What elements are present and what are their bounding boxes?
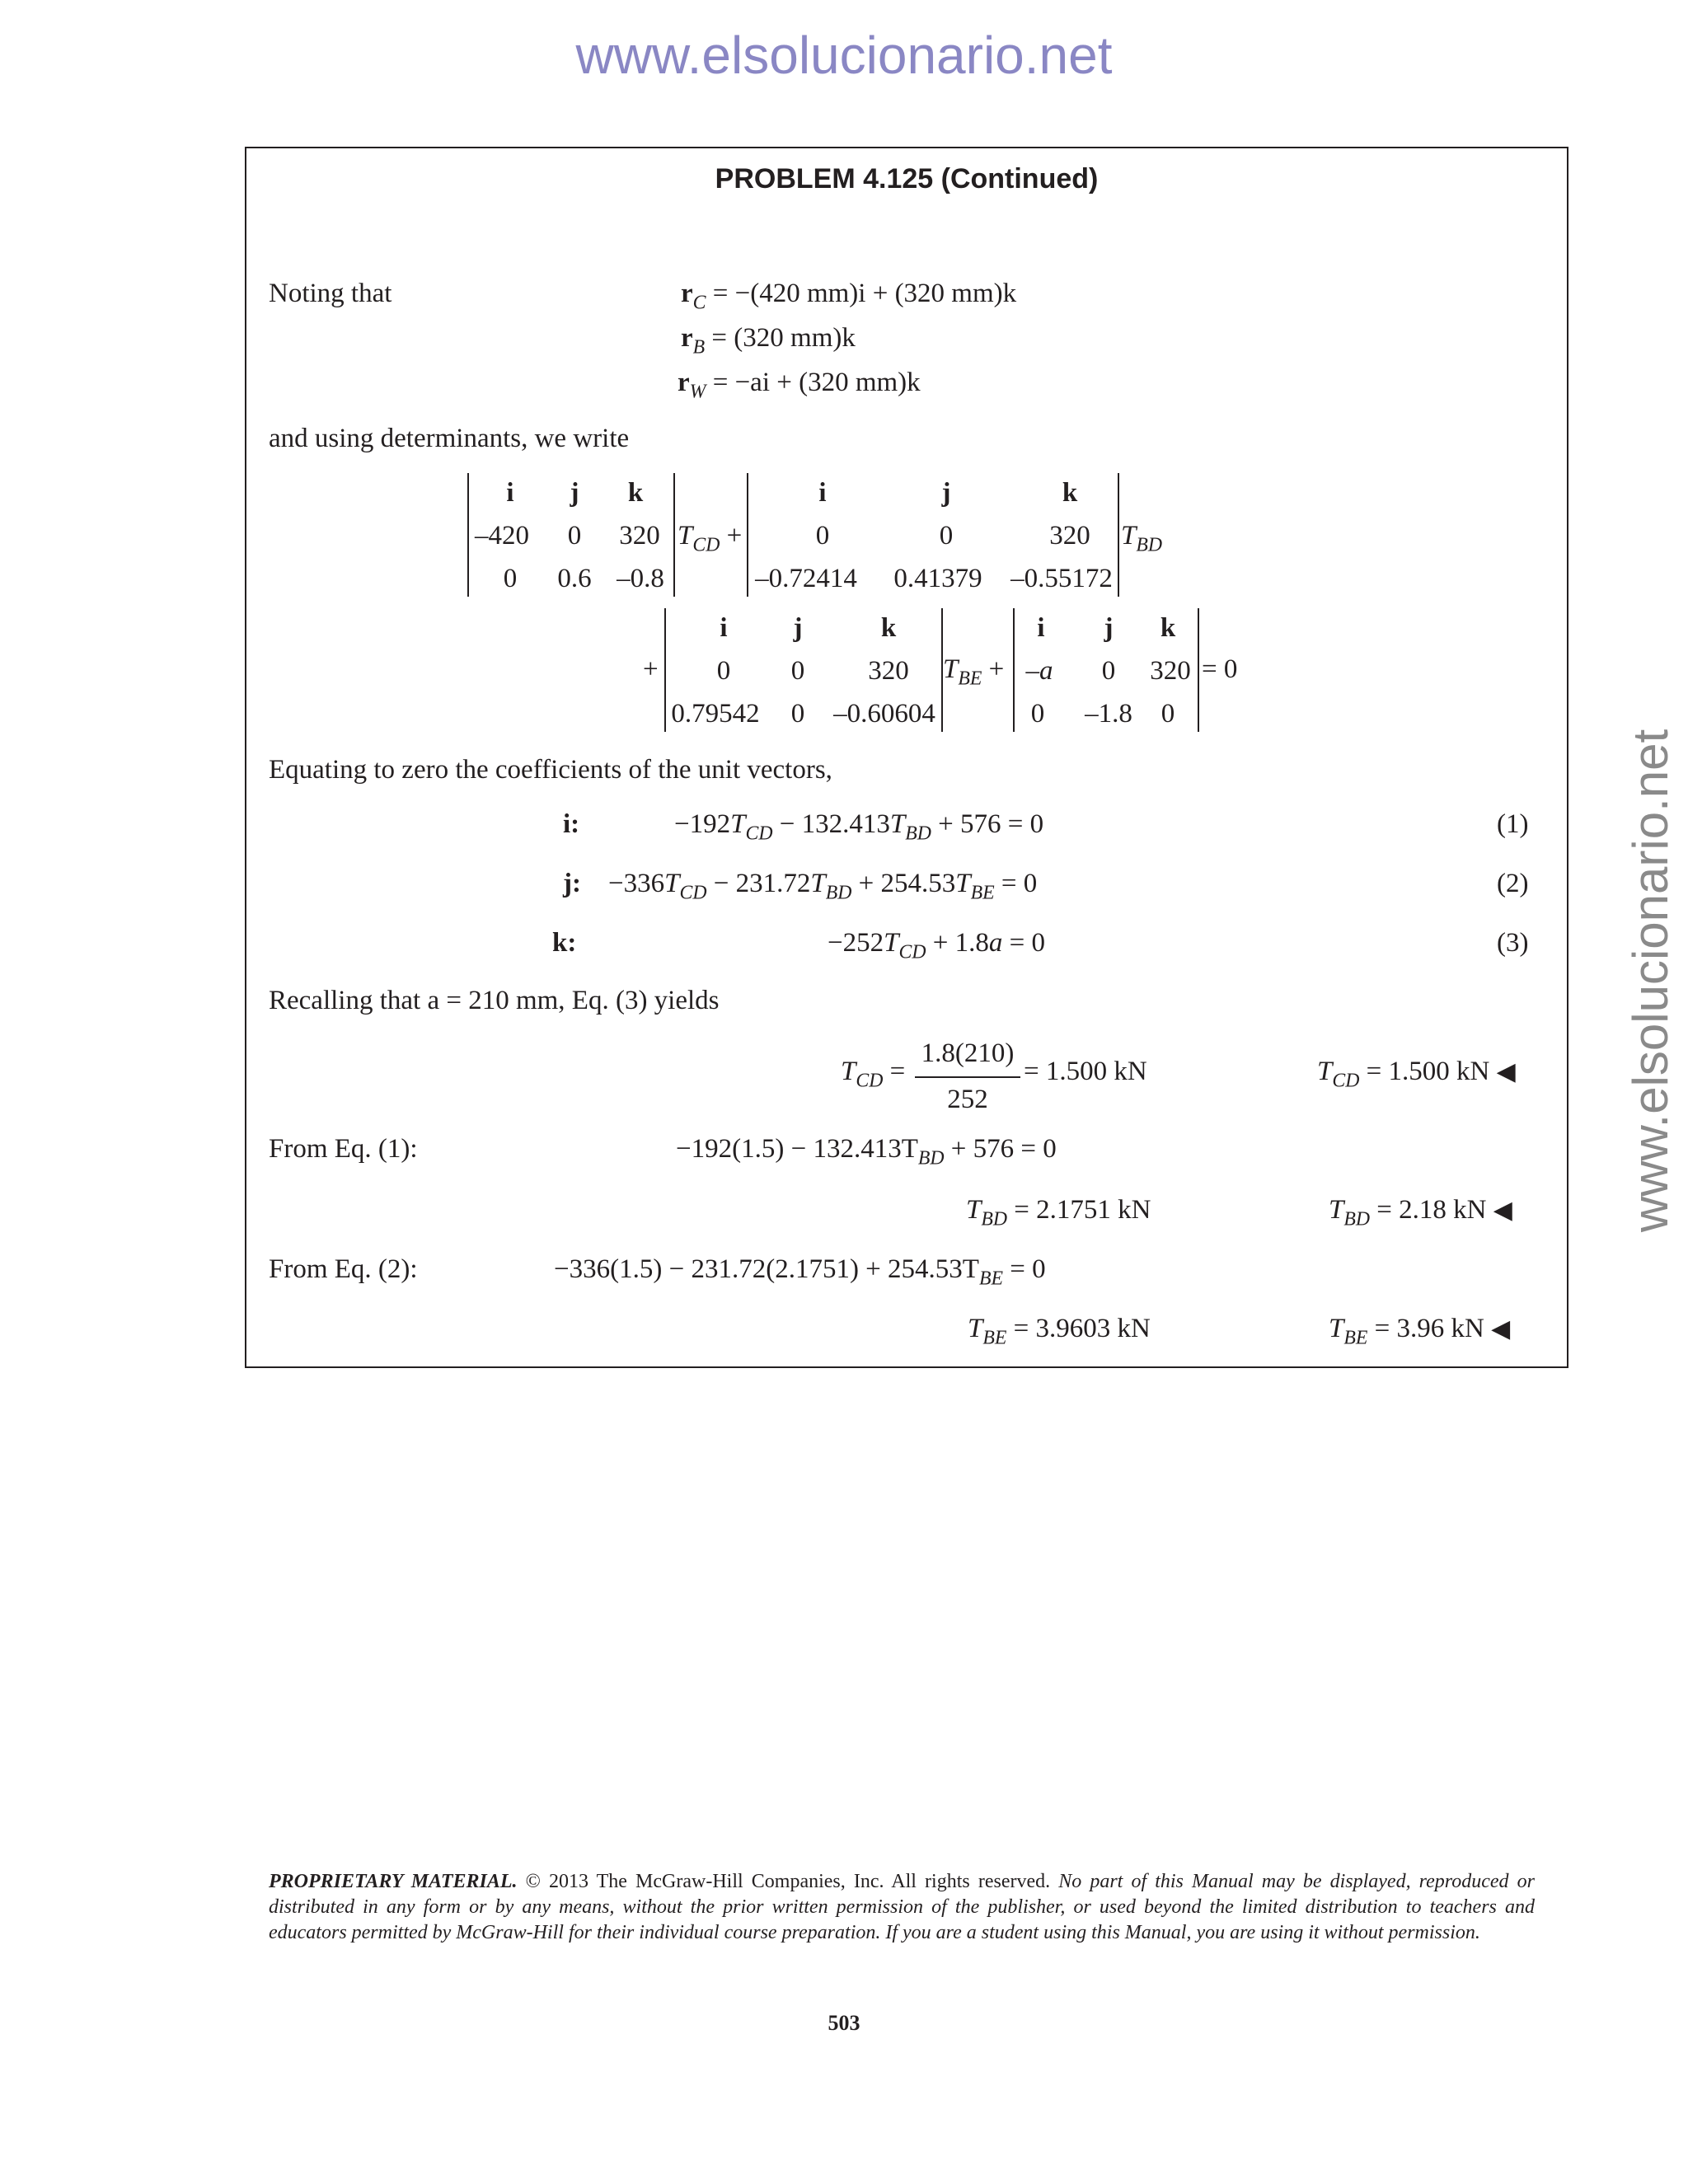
page-number: 503 xyxy=(828,2011,860,2035)
equals-zero: = 0 xyxy=(1202,654,1238,684)
rB-equation: $r_B = (320$ mm)k xyxy=(681,323,856,359)
tcd-numerator: 1.8(210) xyxy=(921,1038,1015,1068)
det1-k: k xyxy=(627,478,644,508)
tbe-result-value: = 3.9603 kN xyxy=(1013,1314,1151,1343)
from-eq2-expression: $-336(1.5) - 231.72(2.1751) + 254.53T_{BE} = 0$ xyxy=(554,1254,1046,1290)
determinants-intro: and using determinants, we write xyxy=(269,424,630,453)
det3-cell: 320 xyxy=(868,656,909,686)
tbd-answer: $T_{BD} = 2.18$ kN ◀ xyxy=(1329,1195,1512,1230)
rC-value: = −(420 mm)i + (320 mm)k xyxy=(712,279,1017,308)
eq2-label: j: xyxy=(563,869,581,898)
equating-text: Equating to zero the coefficients of the unit vectors, xyxy=(269,755,832,785)
det2-cell: 320 xyxy=(1049,521,1090,551)
tcd-coef: $T_{CD}$ + xyxy=(678,521,743,556)
det4-i: i xyxy=(1037,613,1045,643)
det2-j: j xyxy=(941,478,951,508)
det3-cell: 0 xyxy=(716,656,731,686)
det3-i: i xyxy=(720,613,728,643)
det4-cell: –a xyxy=(1025,656,1053,686)
det4-cell: 320 xyxy=(1150,656,1191,686)
det3-j: j xyxy=(793,613,803,643)
problem-title: PROBLEM 4.125 (Continued) xyxy=(715,163,1099,194)
det2-cell: 0.41379 xyxy=(893,564,982,593)
determinant-4 xyxy=(1013,608,1199,732)
tcd-denominator: 252 xyxy=(947,1085,988,1114)
det4-cell: 0 xyxy=(1030,699,1045,729)
watermark-side: www.elsolucionario.net xyxy=(1623,729,1678,1233)
det3-cell: –0.60604 xyxy=(833,699,935,729)
tcd-answer: $T_{CD} = 1.500$ kN ◀ xyxy=(1317,1057,1516,1092)
from-eq2-tail: = 0 xyxy=(1002,1254,1046,1284)
det4-k: k xyxy=(1160,613,1176,643)
det1-i: i xyxy=(506,478,514,508)
tcd-result: = 1.500 kN xyxy=(1024,1057,1147,1086)
det1-cell: –0.8 xyxy=(617,564,664,593)
det1-cell: 0.6 xyxy=(557,564,592,593)
from-eq1-tail: + 576 = 0 xyxy=(944,1134,1057,1164)
det1-cell: 0 xyxy=(503,564,518,593)
det3-cell: 0 xyxy=(790,699,805,729)
tcd-answer-value: = 1.500 kN xyxy=(1366,1057,1490,1086)
det2-k: k xyxy=(1062,478,1078,508)
from-eq2-part: −336(1.5) − 231.72(2.1751) + 254.53T xyxy=(554,1254,979,1284)
footer-italic: No part of this Manual may be displayed, reproduced or distributed in any form or by any means, without the prior written permission of the publisher, or used beyond the limited distribution to teachers and educators permitted by McGraw-Hill for their individual course preparation. If you are a student using this Manual, you are using it without permission. xyxy=(269,1871,1535,1943)
tcd-lhs: $T_{CD}$ = xyxy=(841,1057,906,1092)
det2-cell: 0 xyxy=(939,521,954,551)
tbe-answer: $T_{BE} = 3.96$ kN ◀ xyxy=(1329,1314,1511,1349)
watermark-top: www.elsolucionario.net xyxy=(575,26,1113,85)
tbe-answer-value: = 3.96 kN xyxy=(1374,1314,1484,1343)
determinant-1 xyxy=(467,473,675,597)
det4-cell: 0 xyxy=(1101,656,1116,686)
tbd-coef: $T_{BD}$ xyxy=(1121,521,1163,556)
recalling-text xyxy=(269,987,720,1015)
det2-cell: –0.72414 xyxy=(755,564,857,593)
det3-cell: 0 xyxy=(790,656,805,686)
from-eq1-part: −192(1.5) − 132.413T xyxy=(676,1134,918,1164)
det1-j: j xyxy=(570,478,579,508)
rW-value: = −ai + (320 mm)k xyxy=(712,368,921,397)
recalling-part1: Recalling that xyxy=(269,986,428,1015)
footer-normal: © 2013 The McGraw-Hill Companies, Inc. All rights reserved. xyxy=(517,1871,1059,1892)
det4-j: j xyxy=(1104,613,1114,643)
det4-cell: 0 xyxy=(1160,699,1175,729)
eq3-label: k: xyxy=(552,928,577,958)
tcd-fraction xyxy=(915,1040,1020,1113)
det1-cell: 320 xyxy=(619,521,660,551)
tbd-result-value: = 2.1751 kN xyxy=(1014,1195,1151,1225)
eq3-expression: $-252T_{CD} + 1.8a = 0$ xyxy=(828,928,1045,963)
noting-that-label: Noting that xyxy=(269,279,392,308)
det2-cell: 0 xyxy=(815,521,830,551)
eq2-expression: $-336T_{CD} - 231.72T_{BD} + 254.53T_{BE} = 0$ xyxy=(608,869,1038,904)
tbd-answer-value: = 2.18 kN xyxy=(1376,1195,1487,1225)
rC-equation: $r_C = -(420$ mm)i + (320 mm)k xyxy=(681,279,1017,314)
plus-sign: + xyxy=(643,654,659,684)
from-eq1-expression: $-192(1.5) - 132.413T_{BD} + 576 = 0$ xyxy=(676,1134,1057,1169)
footer-bold: PROPRIETARY MATERIAL. xyxy=(269,1871,518,1892)
det3-cell: 0.79542 xyxy=(671,699,760,729)
eq3-number: (3) xyxy=(1497,928,1529,958)
rB-value: = (320 mm)k xyxy=(711,323,856,353)
tbd-result: $T_{BD} = 2.1751$ kN xyxy=(966,1195,1151,1230)
from-eq2-label: From Eq. (2): xyxy=(269,1254,418,1284)
recalling-part2: a = 210 mm, Eq. (3) yields xyxy=(427,986,720,1015)
answer-marker-icon: ◀ xyxy=(1493,1197,1512,1224)
det3-k: k xyxy=(880,613,897,643)
eq2-number: (2) xyxy=(1497,869,1529,898)
tbe-coef: $T_{BE}$ + xyxy=(943,654,1005,690)
eq1-expression: $-192T_{CD} - 132.413T_{BD} + 576 = 0$ xyxy=(674,809,1044,845)
determinant-3 xyxy=(664,608,943,732)
det2-i: i xyxy=(818,478,827,508)
answer-marker-icon: ◀ xyxy=(1496,1058,1516,1085)
det1-cell: –420 xyxy=(475,521,529,551)
det2-cell: –0.55172 xyxy=(1010,564,1113,593)
fraction-bar xyxy=(915,1076,1020,1078)
copyright-footer xyxy=(269,1869,1535,1946)
from-eq1-label: From Eq. (1): xyxy=(269,1134,418,1164)
det1-cell: 0 xyxy=(567,521,582,551)
eq1-label: i: xyxy=(563,809,580,839)
rW-equation: $r_W = -ai + (320$ mm)k xyxy=(678,368,921,403)
det4-cell: –1.8 xyxy=(1085,699,1132,729)
answer-marker-icon: ◀ xyxy=(1491,1315,1511,1343)
tbe-result: $T_{BE} = 3.9603$ kN xyxy=(968,1314,1151,1349)
determinant-2 xyxy=(747,473,1119,597)
eq1-number: (1) xyxy=(1497,809,1529,839)
